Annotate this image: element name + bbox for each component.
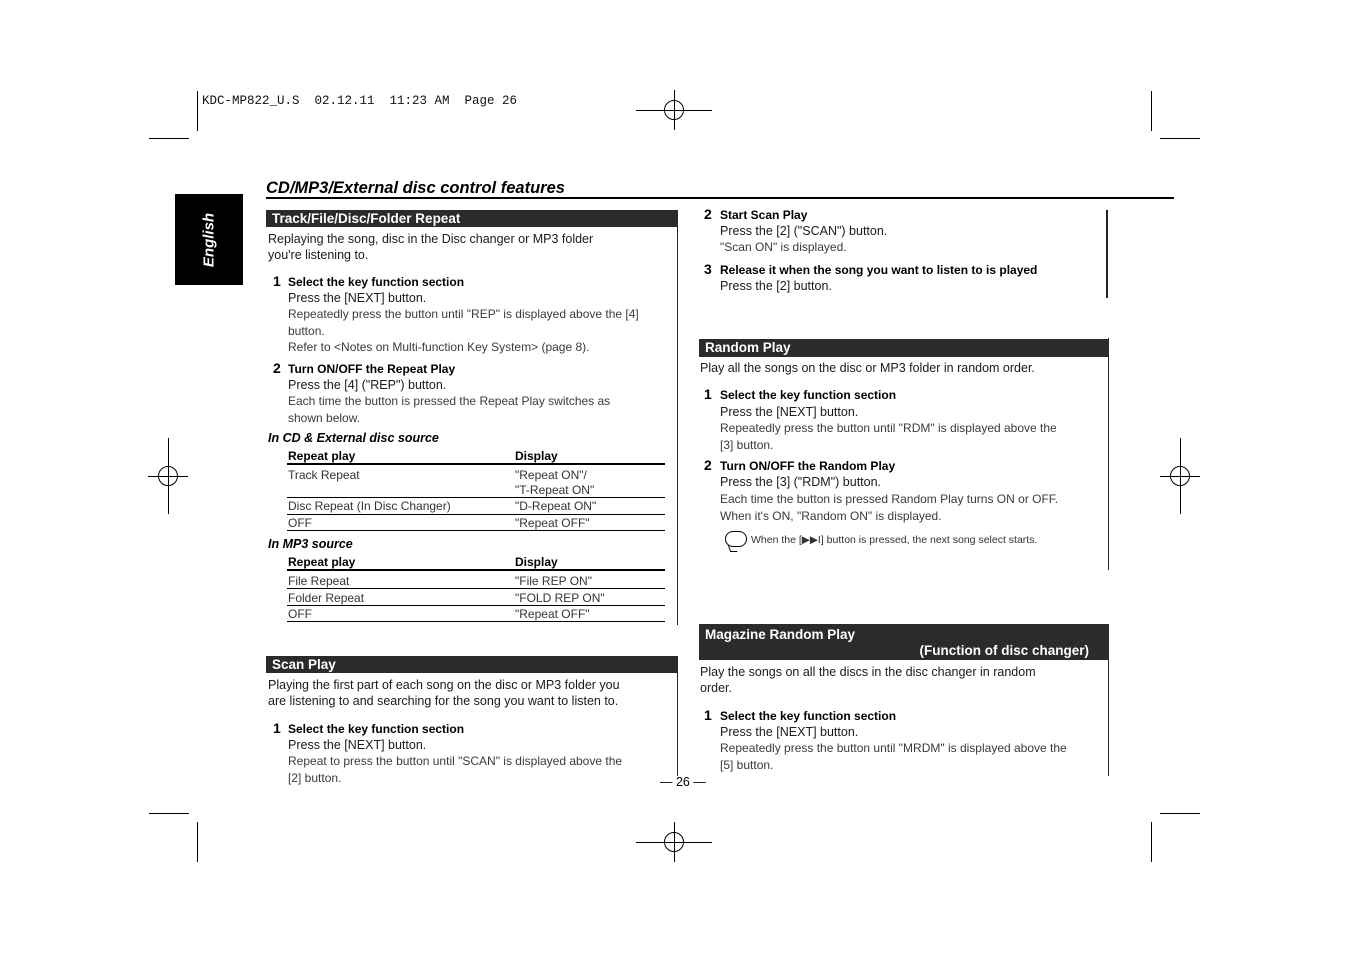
- step-number: 1: [273, 720, 281, 736]
- step-text: Press the [2] ("SCAN") button.: [720, 224, 888, 238]
- table-cell: "File REP ON": [515, 574, 592, 588]
- scan-intro: [268, 677, 620, 709]
- crop-mark: [197, 822, 198, 862]
- step-heading: Select the key function section: [720, 709, 897, 723]
- step-heading: Start Scan Play: [720, 208, 808, 222]
- crop-mark: [1160, 138, 1200, 139]
- crop-mark: [1160, 813, 1200, 814]
- step-text: Press the [4] ("REP") button.: [288, 378, 447, 392]
- scan-heading-text: Scan Play: [272, 657, 336, 672]
- step-number: 2: [273, 360, 281, 376]
- step-note: [288, 393, 610, 426]
- table-rule: [287, 569, 665, 571]
- text-line: Repeat to press the button until "SCAN" is displayed above the: [288, 754, 623, 768]
- crop-mark: [149, 138, 189, 139]
- table-rule: [287, 621, 665, 622]
- table-cell: Disc Repeat (In Disc Changer): [288, 499, 451, 513]
- step-text: Press the [NEXT] button.: [288, 738, 427, 752]
- random-intro: Play all the songs on the disc or MP3 folder in random order.: [700, 361, 1035, 375]
- step-note: "Scan ON" is displayed.: [720, 240, 847, 254]
- language-tab: [175, 194, 243, 285]
- random-section-heading: [699, 339, 1109, 357]
- page-number: — 26 —: [660, 775, 706, 789]
- title-rule: [266, 197, 1174, 199]
- column-rule: [677, 656, 678, 776]
- text-line: Repeatedly press the button until "RDM" is displayed above the: [720, 421, 1057, 435]
- table-rule: [287, 463, 665, 465]
- step-note: [720, 491, 1058, 524]
- table-cell: [515, 468, 594, 498]
- table-rule: [287, 588, 665, 589]
- text-line: order.: [700, 681, 732, 695]
- text-line: Replaying the song, disc in the Disc changer or MP3 folder: [268, 232, 594, 246]
- cd-source-heading: In CD & External disc source: [268, 431, 439, 445]
- step-number: 1: [704, 707, 712, 723]
- step-number: 2: [704, 457, 712, 473]
- text-line: shown below.: [288, 410, 361, 425]
- text-line: "Repeat ON"/: [515, 468, 587, 482]
- table-cell: "Repeat OFF": [515, 607, 590, 621]
- table-rule: [287, 605, 665, 606]
- table-rule: [287, 514, 665, 515]
- step-heading: Select the key function section: [288, 722, 465, 736]
- column-rule: [1106, 210, 1108, 298]
- text-line: Refer to <Notes on Multi-function Key System> (page 8).: [288, 340, 590, 354]
- table-cell: "FOLD REP ON": [515, 591, 605, 605]
- step-text: Press the [NEXT] button.: [720, 725, 859, 739]
- magazine-section-heading: [699, 624, 1109, 660]
- text-line: you're listening to.: [268, 248, 369, 262]
- table-header-play: Repeat play: [288, 555, 356, 569]
- step-text: Press the [NEXT] button.: [720, 405, 859, 419]
- language-tab-label: English: [200, 212, 218, 267]
- print-header: KDC-MP822_U.S 02.12.11 11:23 AM Page 26: [202, 94, 518, 108]
- text-line: Each time the button is pressed the Repeat Play switches as: [288, 394, 611, 408]
- table-header-play: Repeat play: [288, 449, 356, 463]
- table-header-display: Display: [515, 449, 558, 463]
- step-heading: Turn ON/OFF the Repeat Play: [288, 362, 456, 376]
- step-text: Press the [2] button.: [720, 279, 832, 293]
- repeat-intro: [268, 231, 593, 263]
- table-cell: File Repeat: [288, 574, 350, 588]
- step-heading: Select the key function section: [288, 275, 465, 289]
- table-cell: Folder Repeat: [288, 591, 365, 605]
- crop-mark: [149, 813, 189, 814]
- column-rule: [1108, 338, 1109, 570]
- crop-mark: [1151, 91, 1152, 131]
- step-heading: Select the key function section: [720, 388, 897, 402]
- text-line: Playing the first part of each song on the disc or MP3 folder you: [268, 678, 620, 692]
- table-cell: OFF: [288, 516, 312, 530]
- table-cell: "Repeat OFF": [515, 516, 590, 530]
- page-title: CD/MP3/External disc control features: [266, 179, 565, 197]
- magazine-subheading: (Function of disc changer): [919, 643, 1089, 658]
- table-cell: OFF: [288, 607, 312, 621]
- step-note: [720, 420, 1057, 453]
- scan-section-heading: [266, 656, 678, 673]
- text-line: [5] button.: [720, 757, 774, 772]
- table-rule: [287, 497, 665, 498]
- repeat-section-heading: [266, 210, 678, 227]
- text-line: [3] button.: [720, 437, 774, 452]
- step-text: Press the [3] ("RDM") button.: [720, 475, 882, 489]
- step-heading: Turn ON/OFF the Random Play: [720, 459, 896, 473]
- step-number: 2: [704, 206, 712, 222]
- magazine-heading-text: Magazine Random Play: [705, 627, 856, 642]
- text-line: Repeatedly press the button until "REP" is displayed above the [4]: [288, 307, 639, 321]
- table-cell: Track Repeat: [288, 468, 360, 482]
- step-note: [288, 753, 622, 786]
- step-heading: Release it when the song you want to listen to is played: [720, 263, 1038, 277]
- step-note: [720, 740, 1067, 773]
- text-line: [2] button.: [288, 770, 342, 785]
- step-note: [288, 306, 639, 356]
- table-rule: [287, 530, 665, 531]
- repeat-heading-text: Track/File/Disc/Folder Repeat: [272, 211, 461, 226]
- text-line: Play the songs on all the discs in the disc changer in random: [700, 665, 1036, 679]
- text-line: are listening to and searching for the song you want to listen to.: [268, 694, 619, 708]
- column-rule: [677, 210, 678, 625]
- step-number: 1: [704, 386, 712, 402]
- step-text: Press the [NEXT] button.: [288, 291, 427, 305]
- step-number: 1: [273, 273, 281, 289]
- text-line: Repeatedly press the button until "MRDM" is displayed above the: [720, 741, 1067, 755]
- random-note: When the [▶▶I] button is pressed, the next song select starts.: [751, 534, 1038, 546]
- step-number: 3: [704, 261, 712, 277]
- magazine-intro: [700, 664, 1036, 696]
- table-cell: "D-Repeat ON": [515, 499, 597, 513]
- text-line: Each time the button is pressed Random Play turns ON or OFF.: [720, 492, 1059, 506]
- crop-mark: [197, 91, 198, 131]
- random-heading-text: Random Play: [705, 340, 791, 355]
- table-header-display: Display: [515, 555, 558, 569]
- text-line: "T-Repeat ON": [515, 483, 595, 497]
- mp3-source-heading: In MP3 source: [268, 537, 353, 551]
- crop-mark: [1151, 822, 1152, 862]
- note-icon: [725, 531, 747, 547]
- text-line: When it's ON, "Random ON" is displayed.: [720, 508, 942, 523]
- text-line: button.: [288, 323, 325, 338]
